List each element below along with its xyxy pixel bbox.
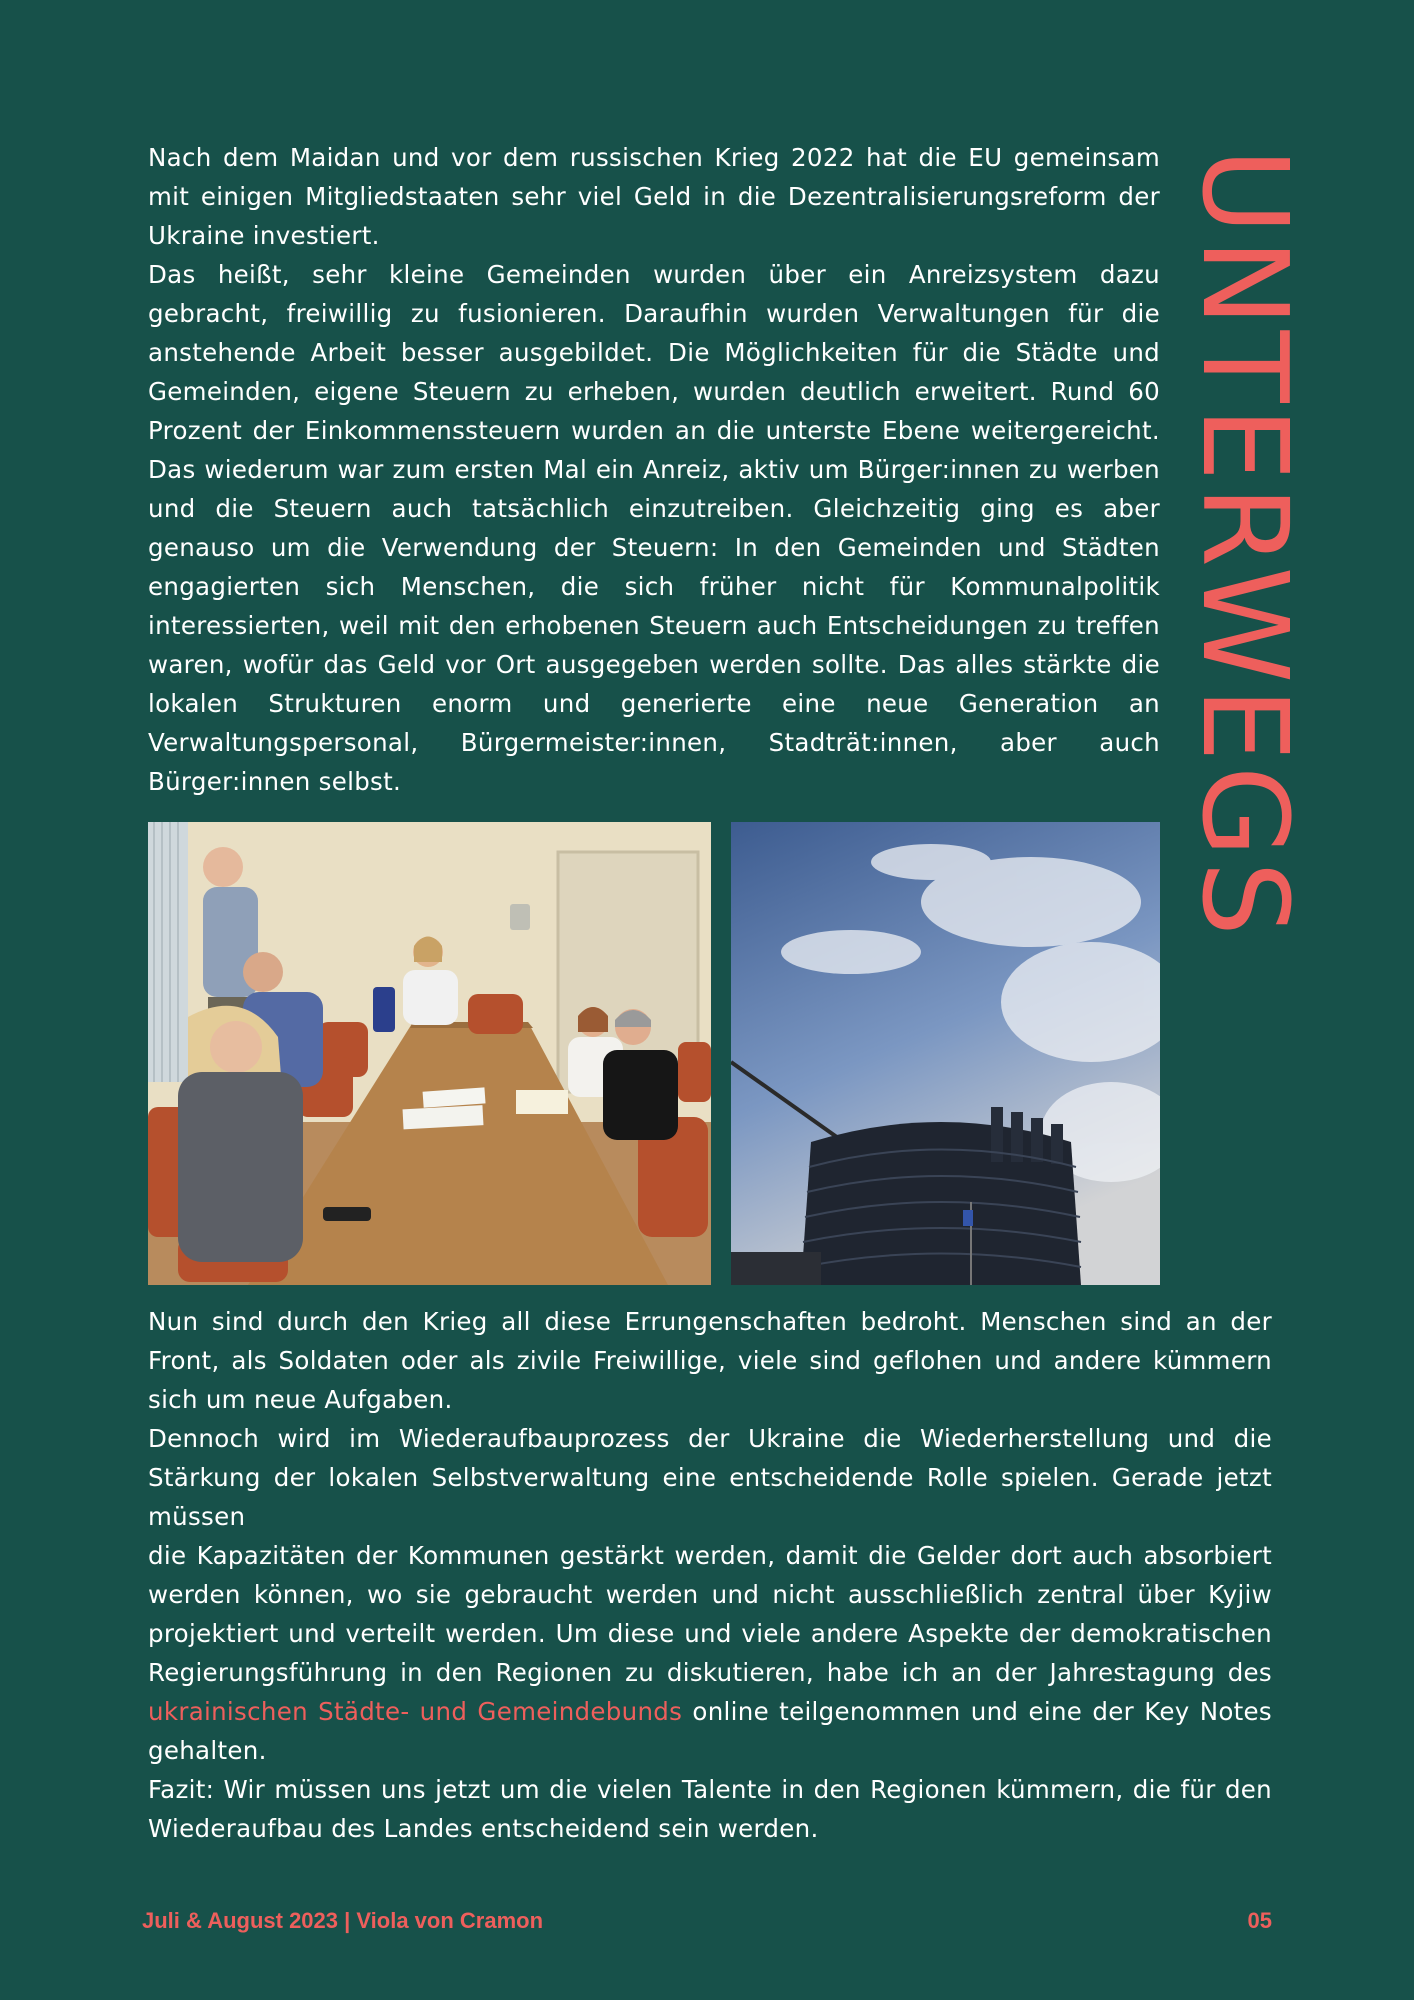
paragraph: Nach dem Maidan und vor dem russischen Krieg 2022 hat die EU gemeinsam mit einigen Mitgliedstaaten sehr viel Geld in die Dezentralisierungsreform der Ukraine investiert.	[148, 143, 1160, 250]
paragraph: Das heißt, sehr kleine Gemeinden wurden über ein Anreizsystem dazu gebracht, freiwillig zu fusionieren. Daraufhin wurden Verwaltungen für die anstehende Arbeit besser ausgebildet. Die Möglichkeiten für die Städte und Gemeinden, eigene Steuern zu erheben, wurden deutlich erweitert. Rund 60 Prozent der Einkommenssteuern wurden an die unterste Ebene weitergereicht. Das wiederum war zum ersten Mal ein Anreiz, aktiv um Bürger:innen zu werben und die Steuern auch tatsächlich einzutreiben. Gleichzeitig ging es aber genauso um die Verwendung der Steuern: In den Gemeinden und Städten engagierten sich Menschen, die sich früher nicht für Kommunalpolitik interessierten, weil mit den erhobenen Steuern auch Entscheidungen zu treffen waren, wofür das Geld vor Ort ausgegeben werden sollte. Das alles stärkte die lokalen Strukturen enorm und generierte eine neue Generation an Verwaltungspersonal, Bürgermeister:innen, Stadträt:innen, aber auch Bürger:innen selbst.	[148, 260, 1160, 796]
paragraph: Dennoch wird im Wiederaufbauprozess der Ukraine die Wiederherstellung und die Stärkung der lokalen Selbstverwaltung eine entscheidende Rolle spielen. Gerade jetzt müssen	[148, 1424, 1272, 1531]
paragraph: Nun sind durch den Krieg all diese Errungenschaften bedroht. Menschen sind an der Front, als Soldaten oder als zivile Freiwillige, viele sind geflohen und andere kümmern sich um neue Aufgaben.	[148, 1307, 1272, 1414]
paragraph-text: online teilgenommen und eine der Key Notes gehalten.	[148, 1697, 1272, 1765]
parliament-building-photo	[731, 822, 1160, 1285]
paragraph	[148, 1536, 1272, 1770]
page-footer	[142, 1908, 1272, 1934]
page-number: 05	[1247, 1908, 1272, 1933]
intro-text-block	[148, 138, 1160, 801]
paragraph: Fazit: Wir müssen uns jetzt um die vielen Talente in den Regionen kümmern, die für den Wiederaufbau des Landes entscheidend sein werden.	[148, 1775, 1272, 1843]
vertical-section-title: UNTERWEGS	[1176, 148, 1314, 941]
paragraph-text: die Kapazitäten der Kommunen gestärkt werden, damit die Gelder dort auch absorbiert werden können, wo sie gebraucht werden und nicht ausschließlich zentral über Kyjiw projektiert und verteilt werden. Um diese und viele andere Aspekte der demokratischen Regierungsführung in den Regionen zu diskutieren, habe ich an der Jahrestagung des	[148, 1541, 1272, 1687]
footer-date-author: Juli & August 2023 | Viola von Cramon	[142, 1908, 544, 1933]
staedtebund-link[interactable]: ukrainischen Städte- und Gemeindebunds	[148, 1697, 683, 1726]
meeting-photo	[148, 822, 711, 1285]
body-text-block	[148, 1302, 1272, 1848]
